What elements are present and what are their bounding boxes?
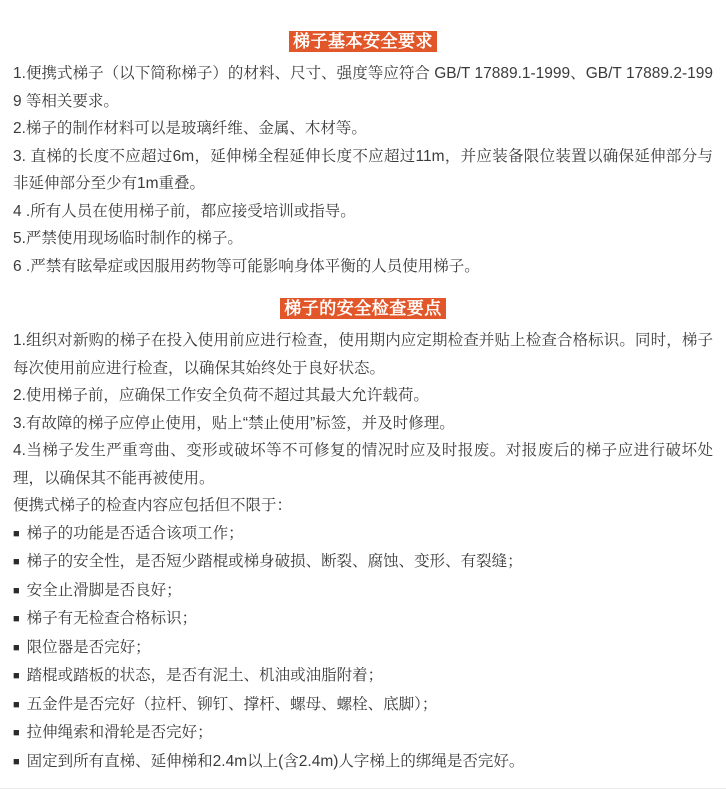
section1-header: [13, 31, 713, 52]
checklist-item: [13, 748, 713, 777]
square-bullet-icon: ■: [13, 755, 20, 768]
checklist-item-text: 梯子有无检查合格标识；: [26, 610, 198, 627]
section1-paragraph-5: 5.严禁使用现场临时制作的梯子。: [13, 230, 243, 247]
section2-header: [13, 298, 713, 319]
checklist-item-text: 拉伸绳索和滑轮是否完好；: [26, 724, 213, 741]
section2-paragraph-2: 2.使用梯子前，应确保工作安全负荷不超过其最大允许载荷。: [13, 387, 429, 404]
checklist-item: [13, 577, 713, 606]
square-bullet-icon: ■: [13, 670, 20, 682]
square-bullet-icon: ■: [13, 556, 20, 568]
square-bullet-icon: ■: [13, 613, 20, 625]
square-bullet-icon: ■: [13, 584, 20, 597]
square-bullet-icon: ■: [13, 641, 20, 654]
checklist-item: [13, 662, 713, 691]
section2-paragraph-4: 4.当梯子发生严重弯曲、变形或破坏等不可修复的情况时应及时报废。对报废后的梯子应进行破坏处理，以确保其不能再被使用。: [13, 442, 713, 487]
section1-paragraph-4: 4 .所有人员在使用梯子前，都应接受培训或指导。: [13, 202, 356, 220]
checklist-item: [13, 605, 713, 634]
section2-paragraph-1: 1.组织对新购的梯子在投入使用前应进行检查，使用期内应定期检查并贴上检查合格标识。同时，梯子每次使用前应进行检查，以确保其始终处于良好状态。: [13, 332, 713, 377]
checklist-item: [13, 520, 713, 549]
section1-paragraph-6: 6 .严禁有眩晕症或因服用药物等可能影响身体平衡的人员使用梯子。: [13, 257, 480, 275]
square-bullet-icon: ■: [13, 698, 20, 711]
square-bullet-icon: ■: [13, 727, 20, 739]
checklist-item-text: 限位器是否完好；: [26, 638, 151, 656]
section1-paragraph-2: 2.梯子的制作材料可以是玻璃纤维、金属、木材等。: [13, 120, 367, 137]
section2-paragraph-3: 3.有故障的梯子应停止使用，贴上“禁止使用”标签，并及时修理。: [13, 414, 455, 432]
checklist-item-text: 安全止滑脚是否良好；: [26, 581, 182, 599]
checklist-item: [13, 634, 713, 663]
checklist-item: [13, 548, 713, 577]
section1-paragraph-3: 3. 直梯的长度不应超过6m，延伸梯全程延伸长度不应超过11m，并应装备限位装置以确保延伸部分与非延伸部分至少有1m重叠。: [13, 147, 713, 192]
section1-title-badge: 梯子基本安全要求: [289, 31, 437, 52]
checklist-intro: 便携式梯子的检查内容应包括但不限于：: [13, 497, 293, 514]
section1-paragraph-1: 1.便携式梯子（以下简称梯子）的材料、尺寸、强度等应符合 GB/T 17889.1-1999、GB/T 17889.2-1999 等相关要求。: [13, 65, 713, 110]
section2-title-badge: 梯子的安全检查要点: [280, 298, 446, 319]
checklist-item-text: 固定到所有直梯、延伸梯和2.4m以上(含2.4m)人字梯上的绑绳是否完好。: [26, 752, 525, 770]
checklist-item: [13, 719, 713, 748]
checklist-item-text: 梯子的功能是否适合该项工作；: [26, 524, 244, 542]
inspection-checklist: [13, 520, 713, 777]
checklist-item-text: 梯子的安全性，是否短少踏棍或梯身破损、断裂、腐蚀、变形、有裂缝；: [26, 553, 523, 570]
checklist-item-text: 踏棍或踏板的状态，是否有泥土、机油或油脂附着；: [26, 667, 384, 684]
checklist-item: [13, 691, 713, 720]
square-bullet-icon: ■: [13, 527, 20, 540]
checklist-item-text: 五金件是否完好（拉杆、铆钉、撑杆、螺母、螺栓、底脚）；: [26, 695, 438, 713]
